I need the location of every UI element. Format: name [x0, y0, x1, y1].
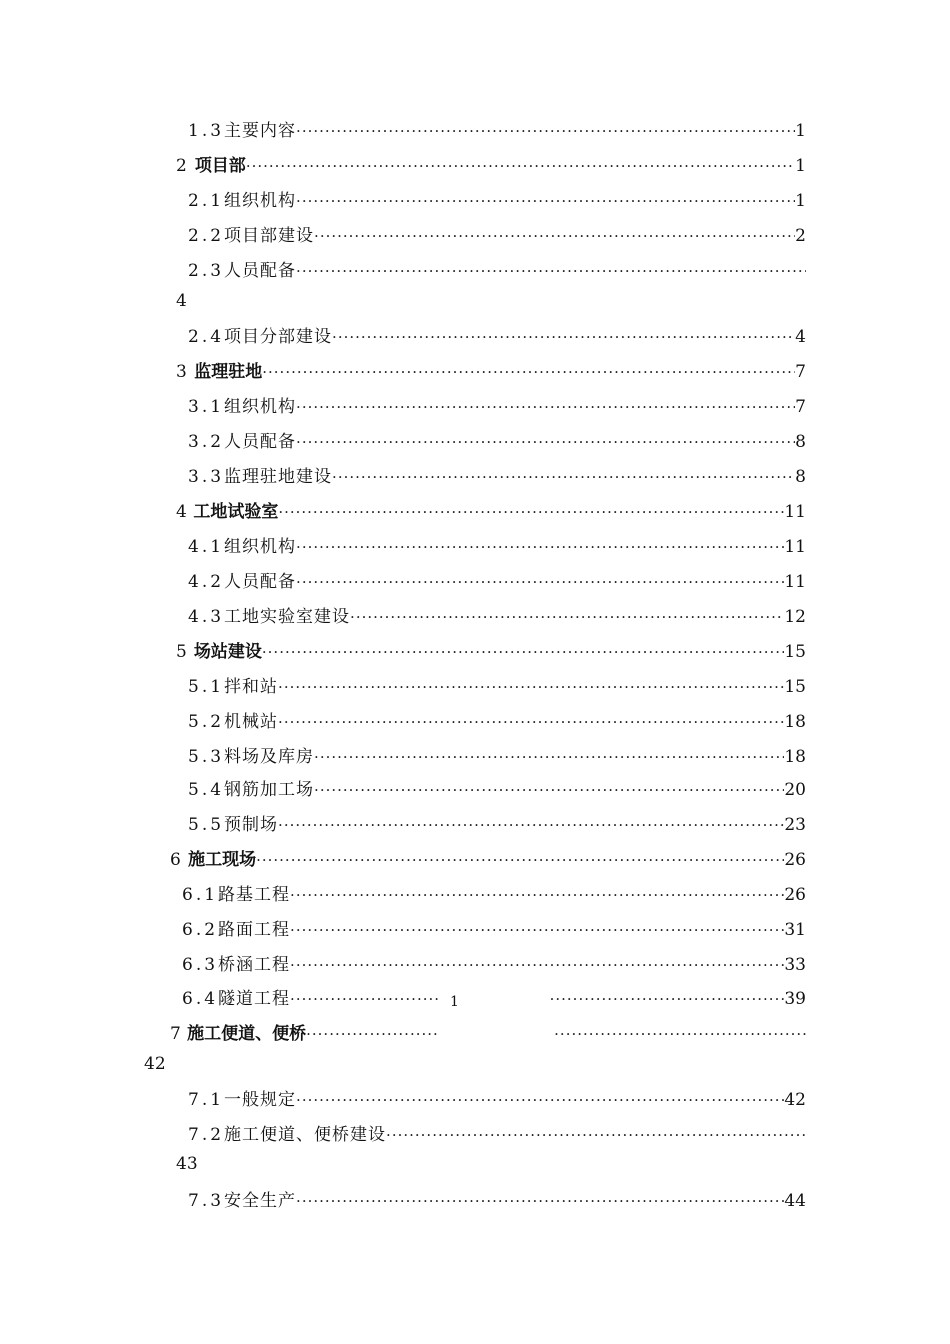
dot-leader [278, 501, 784, 523]
toc-entry-page: 1 [795, 156, 806, 176]
toc-entry-page: 31 [784, 920, 806, 940]
toc-entry-page: 8 [795, 432, 806, 452]
toc-entry-title: 工地实验室建设 [224, 607, 351, 627]
toc-entry-page: 11 [784, 537, 806, 557]
toc-entry-title: 路面工程 [218, 920, 291, 940]
toc-entry-number: 6.1 [182, 885, 219, 905]
toc-entry-number: 6.4 [182, 989, 219, 1009]
toc-entry-number: 6.3 [182, 955, 219, 975]
toc-entry-number: 5.3 [188, 747, 225, 767]
toc-entry-page: 1 [795, 121, 806, 141]
toc-chapter-entry[interactable] [170, 845, 806, 871]
toc-entry-number: 2.1 [188, 191, 225, 211]
toc-section-entry[interactable] [188, 742, 806, 768]
toc-entry-number: 2.2 [188, 226, 225, 246]
dot-leader [290, 884, 784, 906]
dot-leader [290, 919, 784, 941]
toc-entry-number: 4.3 [188, 607, 225, 627]
toc-entry-page: 23 [784, 815, 806, 835]
toc-section-entry[interactable] [182, 880, 806, 906]
dot-leader [332, 326, 795, 348]
toc-section-entry[interactable] [188, 186, 806, 212]
toc-entry-number: 7.1 [188, 1090, 225, 1110]
toc-section-entry[interactable] [188, 116, 806, 142]
dot-leader [296, 120, 795, 142]
dot-leader [278, 676, 784, 698]
toc-wrapped-page-number: 4 [176, 291, 187, 311]
toc-section-entry[interactable] [188, 221, 806, 247]
dot-leader [296, 190, 795, 212]
toc-chapter-entry[interactable] [176, 151, 806, 177]
toc-entry-number: 5.1 [188, 677, 225, 697]
toc-section-entry[interactable] [188, 672, 806, 698]
toc-section-entry[interactable] [188, 462, 806, 488]
leader-gap [440, 1020, 552, 1050]
toc-entry-title: 人员配备 [224, 261, 297, 281]
toc-section-entry[interactable] [188, 256, 806, 282]
toc-entry-page: 20 [784, 780, 806, 800]
toc-entry-title: 项目分部建设 [224, 327, 333, 347]
toc-section-entry[interactable] [188, 392, 806, 418]
toc-section-entry[interactable] [182, 950, 806, 976]
dot-leader [332, 466, 795, 488]
toc-entry-title: 项目部建设 [224, 226, 315, 246]
toc-entry-number: 6 [170, 850, 184, 870]
toc-wrapped-page-number: 43 [176, 1154, 198, 1174]
dot-leader [306, 1023, 806, 1045]
toc-entry-page: 15 [784, 677, 806, 697]
toc-entry-title: 组织机构 [224, 537, 297, 557]
dot-leader [290, 954, 784, 976]
toc-entry-number: 4 [176, 502, 190, 522]
toc-entry-page: 7 [795, 397, 806, 417]
dot-leader [296, 571, 784, 593]
toc-section-entry[interactable] [188, 810, 806, 836]
toc-entry-page: 11 [784, 572, 806, 592]
toc-section-entry[interactable] [182, 915, 806, 941]
toc-entry-number: 4.2 [188, 572, 225, 592]
dot-leader [262, 361, 795, 383]
toc-entry-title: 桥涵工程 [218, 955, 291, 975]
toc-entry-title: 监理驻地建设 [224, 467, 333, 487]
dot-leader [296, 1190, 784, 1212]
dot-leader [350, 606, 784, 628]
toc-entry-page: 1 [795, 191, 806, 211]
toc-section-entry[interactable] [188, 567, 806, 593]
toc-entry-number: 5.4 [188, 780, 225, 800]
page-number: 1 [450, 994, 459, 1010]
dot-leader [256, 849, 784, 871]
toc-section-entry[interactable] [188, 1120, 806, 1146]
toc-entry-number: 7 [170, 1024, 184, 1044]
toc-entry-page: 12 [784, 607, 806, 627]
toc-entry-number: 3.3 [188, 467, 225, 487]
toc-entry-page: 39 [784, 989, 806, 1009]
toc-chapter-entry[interactable] [176, 637, 806, 663]
toc-entry-title: 安全生产 [224, 1191, 297, 1211]
toc-section-entry[interactable] [188, 1186, 806, 1212]
toc-entry-number: 7.2 [188, 1125, 225, 1145]
toc-entry-title: 项目部 [194, 156, 246, 176]
toc-entry-page: 4 [795, 327, 806, 347]
dot-leader [296, 431, 795, 453]
toc-entry-title: 路基工程 [218, 885, 291, 905]
toc-entry-page: 15 [784, 642, 806, 662]
toc-entry-number: 6.2 [182, 920, 219, 940]
dot-leader [386, 1124, 806, 1146]
toc-entry-title: 组织机构 [224, 397, 297, 417]
toc-entry-number: 5.2 [188, 712, 225, 732]
toc-section-entry[interactable] [188, 1085, 806, 1111]
toc-entry-page: 26 [784, 850, 806, 870]
toc-entry-page: 33 [784, 955, 806, 975]
toc-entry-number: 2 [176, 156, 190, 176]
dot-leader [314, 779, 784, 801]
toc-entry-page: 18 [784, 747, 806, 767]
dot-leader [296, 260, 806, 282]
toc-entry-page: 44 [784, 1191, 806, 1211]
toc-entry-number: 2.4 [188, 327, 225, 347]
toc-section-entry[interactable] [188, 322, 806, 348]
toc-entry-title: 施工便道、便桥建设 [224, 1125, 387, 1145]
toc-entry-page: 42 [784, 1090, 806, 1110]
toc-entry-number: 7.3 [188, 1191, 225, 1211]
toc-entry-page: 18 [784, 712, 806, 732]
dot-leader [296, 1089, 784, 1111]
toc-entry-number: 3 [176, 362, 190, 382]
toc-entry-title: 一般规定 [224, 1090, 297, 1110]
toc-wrapped-page-number: 42 [144, 1054, 166, 1074]
toc-entry-number: 5.5 [188, 815, 225, 835]
toc-entry-title: 工地试验室 [193, 502, 279, 522]
toc-entry-page: 7 [795, 362, 806, 382]
dot-leader [314, 746, 784, 768]
toc-entry-title: 主要内容 [224, 121, 297, 141]
toc-entry-title: 场站建设 [193, 642, 262, 662]
toc-entry-title: 隧道工程 [218, 989, 291, 1009]
toc-entry-title: 人员配备 [224, 432, 297, 452]
toc-entry-number: 4.1 [188, 537, 225, 557]
toc-section-entry[interactable] [188, 602, 806, 628]
toc-entry-title: 施工现场 [188, 850, 257, 870]
toc-section-entry[interactable] [188, 427, 806, 453]
toc-entry-number: 3.1 [188, 397, 225, 417]
dot-leader [314, 225, 795, 247]
toc-section-entry[interactable] [188, 775, 806, 801]
toc-entry-title: 预制场 [224, 815, 279, 835]
toc-chapter-entry[interactable] [176, 357, 806, 383]
toc-entry-page: 11 [784, 502, 806, 522]
toc-entry-title: 施工便道、便桥 [187, 1024, 307, 1044]
toc-entry-title: 机械站 [224, 712, 279, 732]
toc-entry-title: 钢筋加工场 [224, 780, 315, 800]
toc-section-entry[interactable] [188, 532, 806, 558]
toc-entry-page: 8 [795, 467, 806, 487]
toc-section-entry[interactable] [188, 707, 806, 733]
dot-leader [262, 641, 784, 663]
toc-entry-title: 料场及库房 [224, 747, 315, 767]
toc-entry-title: 组织机构 [224, 191, 297, 211]
toc-entry-page: 26 [784, 885, 806, 905]
toc-entry-page: 2 [795, 226, 806, 246]
toc-chapter-entry[interactable] [176, 497, 806, 523]
toc-entry-number: 1.3 [188, 121, 225, 141]
toc-entry-number: 2.3 [188, 261, 225, 281]
toc-entry-number: 5 [176, 642, 190, 662]
dot-leader [296, 536, 784, 558]
dot-leader [278, 711, 784, 733]
dot-leader [296, 396, 795, 418]
toc-entry-number: 3.2 [188, 432, 225, 452]
toc-entry-title: 拌和站 [224, 677, 279, 697]
toc-entry-title: 监理驻地 [194, 362, 263, 382]
dot-leader [246, 155, 795, 177]
dot-leader [278, 814, 784, 836]
toc-entry-title: 人员配备 [224, 572, 297, 592]
